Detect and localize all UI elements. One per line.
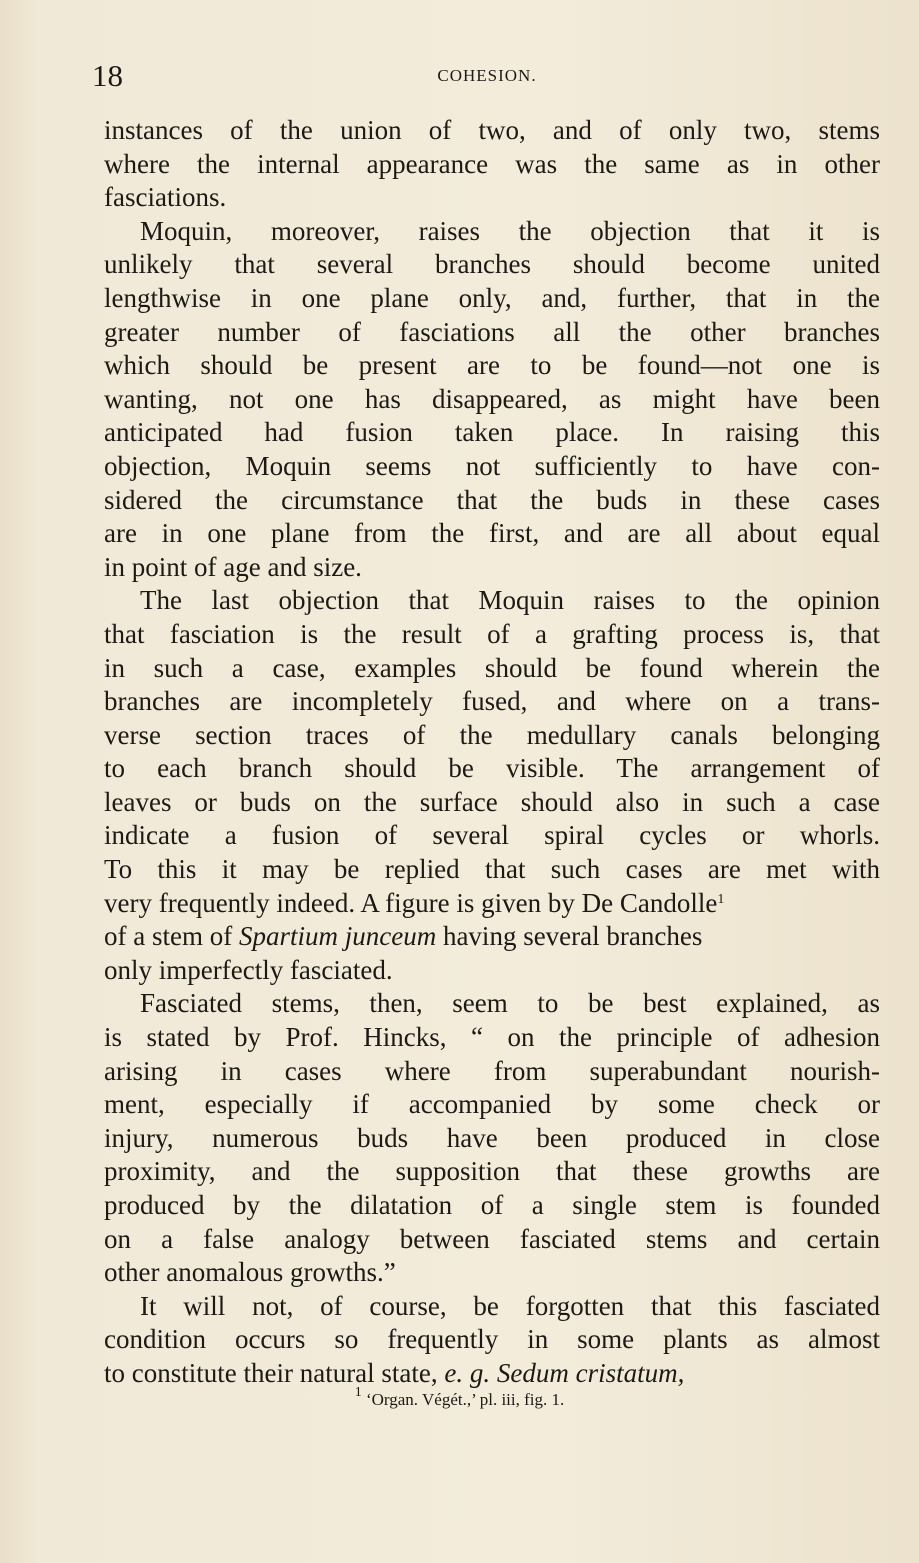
footnote-text: ‘Organ. Végét.,’ pl. iii, fig. 1. [365, 1390, 565, 1409]
page-number: 18 [92, 58, 123, 93]
text-line: in point of age and size. [104, 551, 362, 582]
text-line: Moquin, moreover, raises the objection that it is [140, 215, 880, 246]
text-line [104, 920, 880, 954]
text-line: wanting, not one has disappeared, as might have been [104, 383, 880, 414]
text-line: instances of the union of two, and of only two, stems [104, 115, 880, 145]
text-line [104, 1357, 880, 1391]
text-line: to each branch should be visible. The arrangement of [104, 753, 880, 784]
line-text: to constitute their natural state, [104, 1357, 438, 1388]
text-line: verse section traces of the medullary canals belonging [104, 719, 880, 750]
text-line: sidered the circumstance that the buds in these cases [104, 484, 880, 515]
text-line: fasciations. [104, 182, 227, 213]
footnote-marker: 1 [354, 1385, 362, 1400]
text-line: ment, especially if accompanied by some check or [104, 1089, 880, 1120]
species-name: e. g. Sedum cristatum, [444, 1357, 685, 1388]
text-line: indicate a fusion of several spiral cycles or whorls. [104, 820, 880, 851]
text-line: unlikely that several branches should become united [104, 249, 880, 280]
text-line: which should be present are to be found—not one is [104, 350, 880, 381]
text-line: leaves or buds on the surface should also in such a case [104, 786, 880, 817]
text-line: where the internal appearance was the same as in other [104, 148, 880, 179]
footnote [0, 1385, 919, 1410]
text-line: branches are incompletely fused, and where on a trans- [104, 686, 880, 717]
footnote-reference: 1 [717, 891, 725, 907]
text-line: proximity, and the supposition that these growths are [104, 1156, 880, 1187]
text-line: only imperfectly fasciated. [104, 954, 393, 985]
text-line: objection, Moquin seems not sufficiently to have con- [104, 450, 880, 481]
text-line: It will not, of course, be forgotten that this fasciated [140, 1290, 880, 1321]
text-line: condition occurs so frequently in some plants as almost [104, 1324, 880, 1355]
text-line: produced by the dilatation of a single stem is founded [104, 1190, 880, 1220]
text-line: that fasciation is the result of a grafting process is, that [104, 618, 880, 649]
text-line: greater number of fasciations all the other branches [104, 316, 880, 347]
text-line: is stated by Prof. Hincks, “ on the principle of adhesion [104, 1022, 880, 1053]
text-line: arising in cases where from superabundant nourish- [104, 1055, 880, 1086]
running-title: COHESION. [437, 66, 537, 85]
line-text: of a stem of [104, 921, 233, 952]
line-text: very frequently indeed. A figure is given by De Candolle [104, 887, 718, 918]
text-line: The last objection that Moquin raises to the opinion [140, 585, 880, 616]
species-name: Spartium junceum [238, 921, 437, 952]
text-line: anticipated had fusion taken place. In raising this [104, 417, 880, 448]
body-text [104, 114, 880, 1391]
text-line: in such a case, examples should be found wherein the [104, 652, 880, 683]
text-line: To this it may be replied that such cases are met with [104, 854, 880, 885]
text-line: lengthwise in one plane only, and, further, that in the [104, 282, 880, 313]
text-line: other anomalous growths.” [104, 1257, 396, 1288]
text-line: Fasciated stems, then, seem to be best explained, as [140, 988, 880, 1019]
text-line: are in one plane from the first, and are all about equal [104, 518, 880, 549]
text-line: injury, numerous buds have been produced in close [104, 1122, 880, 1153]
text-line: on a false analogy between fasciated stems and certain [104, 1223, 880, 1254]
running-head [92, 58, 882, 98]
line-text: having several branches [442, 921, 703, 952]
text-line [104, 887, 880, 921]
